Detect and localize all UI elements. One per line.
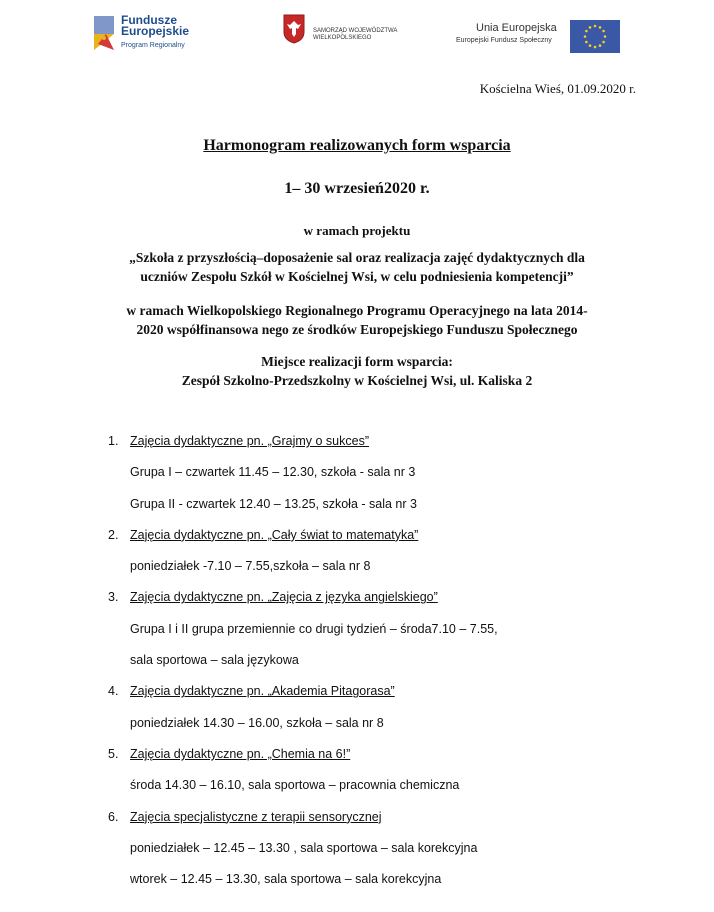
eu-flag-icon (570, 20, 620, 53)
samorzad-logo (283, 14, 413, 54)
item-number: 1. (108, 434, 119, 448)
item-title-line (108, 809, 690, 841)
item-number: 3. (108, 590, 119, 605)
item-detail: Grupa I – czwartek 11.45 – 12.30, szkoła - sala nr 3 (130, 465, 416, 480)
item-title: Zajęcia specjalistyczne z terapii sensorycznej (130, 809, 382, 824)
item-title-line (108, 684, 690, 715)
eagle-crest-icon (283, 14, 305, 44)
ue-line2: Europejski Fundusz Społeczny (456, 37, 552, 44)
venue-label: Miejsce realizacji form wsparcia: (261, 354, 453, 369)
item-number: 2. (108, 527, 119, 542)
item-detail: środa 14.30 – 16.10, sala sportowa – pracownia chemiczna (130, 778, 460, 793)
program-description (0, 301, 714, 339)
item-detail: poniedziałek 14.30 – 16.00, szkoła – sala nr 8 (130, 715, 384, 730)
document-date: Kościelna Wieś, 01.09.2020 r. (479, 81, 636, 96)
list-item (108, 434, 668, 528)
document-title: Harmonogram realizowanych form wsparcia (203, 137, 511, 154)
ue-line1: Unia Europejska (476, 22, 557, 34)
item-title: Zajęcia dydaktyczne pn. „Akademia Pitagorasa” (130, 684, 395, 699)
item-number: 5. (108, 746, 119, 761)
unia-europejska-logo (456, 14, 626, 54)
list-item (108, 684, 668, 747)
list-item (108, 810, 668, 904)
list-item (108, 747, 668, 810)
item-title-line (108, 746, 690, 778)
document-period: 1– 30 wrzesień2020 r. (284, 180, 430, 197)
item-number: 6. (108, 809, 119, 824)
samorzad-text (313, 28, 397, 42)
venue-address: Zespół Szkolno-Przedszkolny w Kościelnej Wsi, ul. Kaliska 2 (181, 373, 533, 388)
list-item (108, 528, 668, 591)
item-title: Zajęcia dydaktyczne pn. „Grajmy o sukces” (130, 434, 369, 448)
item-detail: Grupa II - czwartek 12.40 – 13.25, szkoła - sala nr 3 (130, 496, 417, 511)
item-number: 4. (108, 684, 119, 699)
list-item (108, 590, 668, 684)
samorzad-line1: SAMORZĄD WOJEWÓDZTWA (313, 28, 398, 34)
item-detail: poniedziałek – 12.45 – 13.30 , sala sportowa – sala korekcyjna (130, 840, 478, 855)
item-title: Zajęcia dydaktyczne pn. „Cały świat to matematyka” (130, 527, 419, 542)
schedule-list (108, 434, 668, 903)
item-detail: sala sportowa – sala językowa (130, 653, 299, 668)
project-name (0, 248, 714, 286)
venue-block (0, 352, 714, 390)
program-line: w ramach Wielkopolskiego Regionalnego Programu Operacyjnego na lata 2014- (126, 303, 588, 318)
item-title-line (108, 527, 690, 559)
project-intro: w ramach projektu (303, 223, 411, 238)
item-title-line (108, 434, 690, 465)
item-detail: wtorek – 12.45 – 13.30, sala sportowa – sala korekcyjna (130, 872, 442, 887)
project-line: „Szkoła z przyszłością–doposażenie sal oraz realizacja zajęć dydaktycznych dla (129, 250, 585, 265)
item-detail: Grupa I i II grupa przemiennie co drugi tydzień – środa7.10 – 7.55, (130, 621, 498, 636)
item-title-line (108, 590, 690, 621)
fe-line3: Program Regionalny (121, 42, 185, 49)
fundusze-europejskie-logo (94, 14, 204, 54)
fe-line1: Fundusze (121, 13, 177, 27)
fundusze-europejskie-icon (94, 14, 118, 52)
logo-header (0, 0, 714, 60)
fe-line2: Europejskie (121, 24, 190, 38)
item-detail: poniedziałek -7.10 – 7.55,szkoła – sala nr 8 (130, 559, 371, 574)
project-line: uczniów Zespołu Szkół w Kościelnej Wsi, w celu podniesienia kompetencji” (140, 269, 574, 284)
item-title: Zajęcia dydaktyczne pn. „Zajęcia z języka angielskiego” (130, 590, 438, 605)
samorzad-line2: WIELKOPOLSKIEGO (313, 35, 372, 41)
program-line: 2020 współfinansowa nego ze środków Europejskiego Funduszu Społecznego (136, 322, 578, 337)
item-title: Zajęcia dydaktyczne pn. „Chemia na 6!” (130, 746, 351, 761)
